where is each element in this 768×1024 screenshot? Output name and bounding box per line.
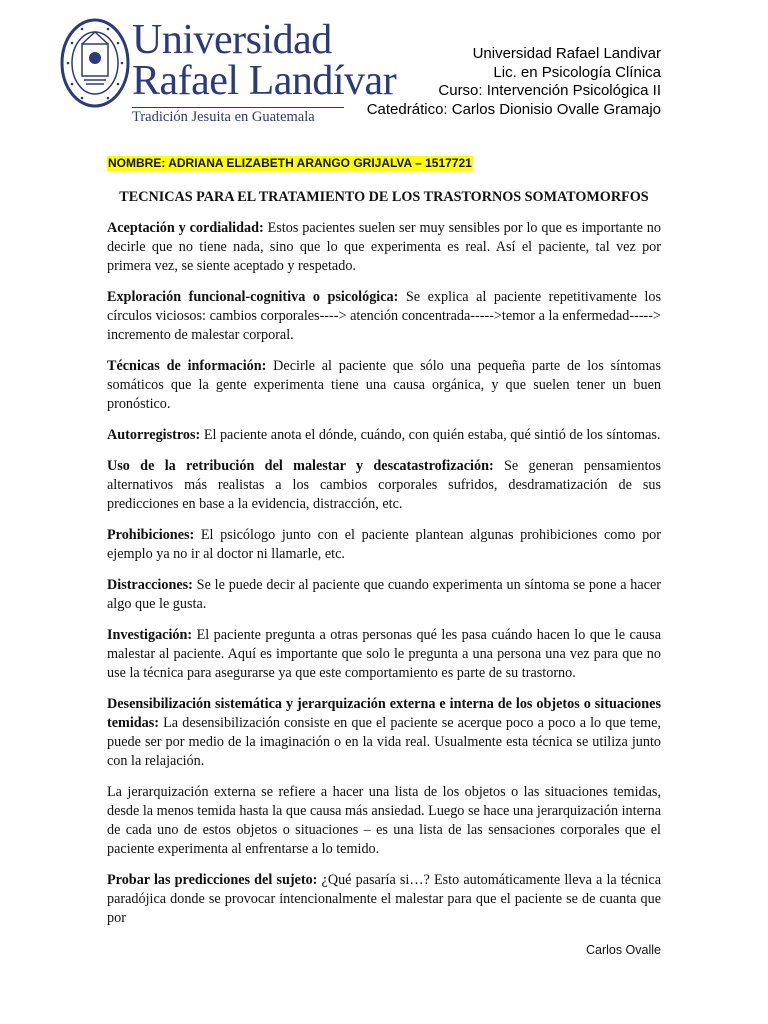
paragraph-heading: Investigación: — [107, 627, 193, 643]
paragraph-heading: Técnicas de información: — [107, 358, 267, 374]
paragraph-heading: Exploración funcional-cognitiva o psicológica: — [107, 289, 399, 305]
university-seal-icon — [60, 18, 130, 108]
paragraph-heading: Distracciones: — [107, 577, 193, 593]
paragraph-text: Se explica al paciente repetitivamente los círculos viciosos: cambios corporales----> atención concentrada----->temor a la enfermedad-----> incremento de malestar corporal. — [107, 289, 661, 343]
paragraph-text: ¿Qué pasaría si…? Esto automáticamente lleva a la técnica paradójica donde se provocar intencionalmente el malestar para que el paciente se de cuanta que por — [107, 872, 662, 926]
paragraph — [107, 357, 661, 414]
paragraph — [107, 426, 661, 445]
paragraph-heading: Desensibilización sistemática y jerarquización externa e interna de los objetos o situaciones temidas: — [107, 696, 661, 731]
paragraph-heading: Aceptación y cordialidad: — [107, 220, 264, 236]
paragraph — [107, 288, 661, 345]
university-wordmark — [132, 17, 397, 125]
paragraph-text: Estos pacientes suelen ser muy sensibles por lo que es importante no decirle que no tiene nada, sino que lo que experimenta es real. Así el paciente, tal vez por primera vez, se siente aceptado y respetado. — [107, 220, 661, 274]
paragraph-text: La jerarquización externa se refiere a hacer una lista de los objetos o las situaciones temidas, desde la menos temida hasta la que causa más ansiedad. Luego se hace una jerarquización interna de cada uno de estos objetos o situaciones – es una lista de las sensaciones corporales que el paciente experimenta al enfrentarse a lo temido. — [107, 784, 661, 857]
paragraph-text: El paciente pregunta a otras personas qué les pasa cuándo hacen lo que le causa malestar al paciente. Aquí es importante que solo le pregunta a una persona una vez para que no use la técnica para asegurarse ya que este comportamiento es parte de su trastorno. — [107, 627, 661, 681]
student-name: NOMBRE: ADRIANA ELIZABETH ARANGO GRIJALVA – 1517721 — [108, 156, 472, 170]
wordmark-tagline: Tradición Jesuita en Guatemala — [132, 109, 315, 125]
university-logo — [60, 17, 397, 126]
paragraph — [107, 695, 661, 771]
paragraph — [107, 457, 661, 514]
page-footer: Carlos Ovalle — [585, 943, 661, 957]
wordmark-line1: Universidad — [132, 17, 332, 63]
wordmark-divider — [132, 107, 344, 108]
paragraph — [107, 576, 661, 614]
paragraph — [107, 871, 661, 928]
paragraph-text: Se le puede decir al paciente que cuando experimenta un síntoma se pone a hacer algo que le gusta. — [107, 577, 661, 612]
paragraph-text: La desensibilización consiste en que el paciente se acerque poco a poco a lo que teme, puede ser por medio de la imaginación o en la vida real. Usualmente esta técnica se utiliza junto con la relajación. — [107, 715, 661, 769]
paragraph-heading: Prohibiciones: — [107, 527, 195, 543]
header-degree: Lic. en Psicología Clínica — [493, 63, 661, 81]
document-title: TECNICAS PARA EL TRATAMIENTO DE LOS TRASTORNOS SOMATOMORFOS — [119, 189, 649, 205]
header-course: Curso: Intervención Psicológica II — [438, 82, 661, 99]
paragraph-text: Se generan pensamientos alternativos más realistas a los cambios corporales sufridos, desdramatización de sus predicciones en base a la evidencia, distracción, etc. — [107, 458, 662, 512]
paragraph-text: El paciente anota el dónde, cuándo, con quién estaba, qué sintió de los síntomas. — [200, 427, 661, 443]
paragraph-heading: Autorregistros: — [107, 427, 201, 443]
header-university: Universidad Rafael Landivar — [472, 45, 661, 62]
paragraph — [107, 526, 661, 564]
paragraph-text: Decirle al paciente que sólo una pequeña parte de los síntomas somáticos que la gente experimenta tiene una causa orgánica, y que suelen tener un buen pronóstico. — [107, 358, 661, 412]
header-professor: Catedrático: Carlos Dionisio Ovalle Gramajo — [366, 100, 661, 118]
paragraph — [107, 783, 661, 859]
paragraph-heading: Uso de la retribución del malestar y descatastrofización: — [107, 458, 494, 474]
paragraph-heading: Probar las predicciones del sujeto: — [107, 872, 318, 888]
paragraph-text: El psicólogo junto con el paciente plantean algunas prohibiciones como por ejemplo ya no ir al doctor ni llamarle, etc. — [107, 527, 661, 562]
document-header — [367, 45, 661, 119]
document-body — [107, 154, 661, 940]
wordmark-line2: Rafael Landívar — [132, 58, 397, 104]
paragraph — [107, 626, 661, 683]
paragraph — [107, 219, 661, 276]
